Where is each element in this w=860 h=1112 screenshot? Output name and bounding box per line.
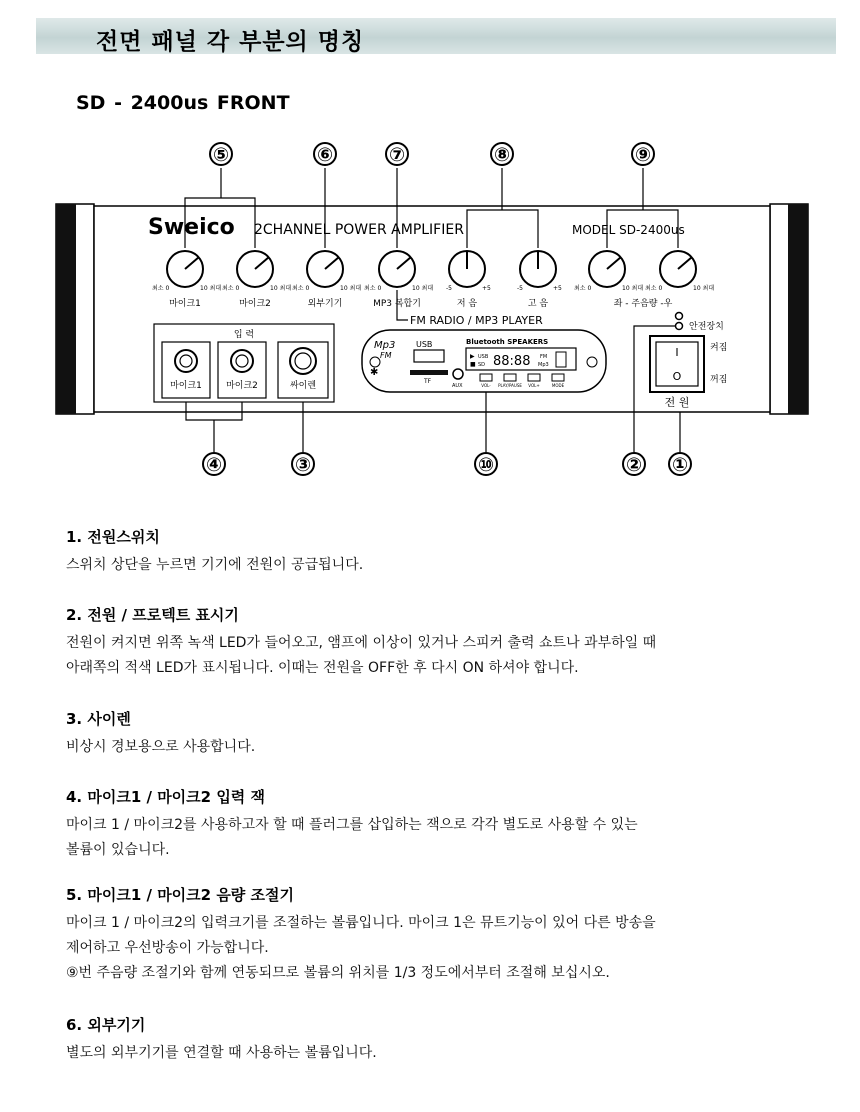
power-switch[interactable]: [650, 336, 704, 392]
callout-7: [386, 143, 408, 166]
knob-label: MP3 복합기: [373, 299, 421, 309]
svg-text:+5: +5: [482, 285, 491, 292]
svg-text:10 최대: 10 최대: [340, 285, 362, 292]
svg-text:10 최대: 10 최대: [412, 285, 434, 292]
svg-text:⑤: ⑤: [212, 144, 230, 166]
section-heading: 6. 외부기기: [66, 1016, 146, 1034]
svg-text:⑧: ⑧: [493, 144, 511, 166]
mp3-mode-button[interactable]: [552, 374, 565, 388]
svg-text:⑦: ⑦: [388, 144, 406, 166]
bluetooth-icon: ✱: [370, 367, 379, 378]
siren-button[interactable]: [278, 342, 328, 398]
svg-text:②: ②: [625, 454, 643, 476]
section-line: 스위치 상단을 누르면 기기에 전원이 공급됩니다.: [66, 557, 364, 573]
svg-text:싸이렌: 싸이렌: [289, 381, 317, 391]
knob-label: 마이크2: [239, 299, 271, 309]
svg-text:VOL+: VOL+: [528, 383, 540, 388]
svg-text:⑨: ⑨: [634, 144, 652, 166]
section-heading: 3. 사이렌: [66, 710, 131, 728]
svg-text:-5: -5: [446, 285, 452, 292]
usb-port[interactable]: [414, 350, 444, 362]
svg-text:⑥: ⑥: [316, 144, 334, 166]
aux-jack[interactable]: [453, 369, 463, 379]
svg-text:마이크2: 마이크2: [226, 381, 258, 391]
svg-text:VOL-: VOL-: [481, 383, 491, 388]
section-line: ⑨번 주음량 조절기와 함께 연동되므로 볼륨의 위치를 1/3 정도에서부터 조절해 보십시오.: [66, 965, 610, 981]
section-power-protect: [66, 604, 806, 681]
svg-text:AUX: AUX: [452, 383, 463, 389]
svg-text:10 최대: 10 최대: [270, 285, 292, 292]
svg-text:⑩: ⑩: [477, 454, 495, 476]
svg-text:FM: FM: [540, 354, 548, 360]
svg-text:10 최대: 10 최대: [200, 285, 222, 292]
svg-text:TF: TF: [424, 378, 432, 385]
display-digits: 88:88: [493, 354, 531, 369]
knob-label: 고 음: [527, 299, 549, 309]
mp3-player-module: [362, 330, 606, 392]
mp3-title: Bluetooth SPEAKERS: [466, 338, 549, 346]
master-volume-label: 좌 - 주음량 -우: [613, 299, 673, 309]
svg-text:10 최대: 10 최대: [622, 285, 644, 292]
svg-text:■: ■: [470, 361, 476, 368]
mp3-vol-up-button[interactable]: [528, 374, 540, 388]
knob-label: 마이크1: [169, 299, 201, 309]
svg-text:최소 0: 최소 0: [292, 285, 310, 292]
power-label: 전 원: [664, 396, 690, 409]
svg-text:▶: ▶: [470, 353, 475, 360]
brand-logo: Sweico: [148, 215, 235, 240]
svg-text:③: ③: [294, 454, 312, 476]
svg-text:최소 0: 최소 0: [364, 285, 382, 292]
svg-text:I: I: [675, 346, 679, 359]
callout-9: [632, 143, 654, 166]
svg-text:PLAY/PAUSE: PLAY/PAUSE: [498, 383, 522, 388]
section-heading: 5. 마이크1 / 마이크2 음량 조절기: [66, 886, 294, 904]
callout-4: [203, 453, 225, 476]
svg-text:-5: -5: [517, 285, 523, 292]
section-line: 전원이 켜지면 위쪽 녹색 LED가 들어오고, 앰프에 이상이 있거나 스피커 출력 쇼트나 과부하일 때: [66, 635, 657, 651]
section-line: 별도의 외부기기를 연결할 때 사용하는 볼륨입니다.: [66, 1045, 377, 1061]
svg-text:O: O: [672, 370, 682, 383]
svg-text:안전장치: 안전장치: [689, 322, 724, 332]
callout-10: [475, 453, 497, 476]
svg-text:마이크1: 마이크1: [170, 381, 202, 391]
page-title: 전면 패널 각 부분의 명칭: [96, 29, 365, 55]
model-title: SD - 2400us FRONT: [76, 92, 290, 114]
section-line: 볼륨이 있습니다.: [66, 842, 170, 858]
section-siren: [66, 708, 806, 760]
svg-text:①: ①: [671, 454, 689, 476]
callout-8: [491, 143, 513, 166]
svg-text:MODE: MODE: [551, 383, 565, 388]
svg-text:최소 0: 최소 0: [574, 285, 592, 292]
svg-text:최소 0: 최소 0: [222, 285, 240, 292]
section-mic-volume: [66, 884, 806, 986]
section-external: [66, 1014, 806, 1066]
callout-6: [314, 143, 336, 166]
svg-text:USB: USB: [416, 340, 433, 349]
callout-3: [292, 453, 314, 476]
section-line: 비상시 경보용으로 사용합니다.: [66, 739, 256, 755]
section-mic-input: [66, 786, 806, 863]
product-name: 2CHANNEL POWER AMPLIFIER: [254, 222, 464, 238]
svg-text:Mp3: Mp3: [538, 362, 549, 368]
jack-mic1[interactable]: [162, 342, 210, 398]
callout-5: [210, 143, 232, 166]
knob-label: 외부기기: [307, 299, 343, 309]
switch-on-label: 켜짐: [710, 343, 728, 353]
svg-text:FM: FM: [380, 351, 392, 360]
svg-text:④: ④: [205, 454, 223, 476]
section-power-switch: [66, 526, 806, 578]
svg-text:+5: +5: [553, 285, 562, 292]
section-heading: 4. 마이크1 / 마이크2 입력 잭: [66, 788, 266, 806]
svg-text:최소 0: 최소 0: [645, 285, 663, 292]
svg-text:10 최대: 10 최대: [693, 285, 715, 292]
front-panel-diagram: [0, 130, 860, 490]
svg-text:USB: USB: [478, 354, 489, 360]
section-line: 아래쪽의 적색 LED가 표시됩니다. 이때는 전원을 OFF한 후 다시 ON 하셔야 합니다.: [66, 660, 579, 676]
section-heading: 1. 전원스위치: [66, 528, 160, 546]
tf-slot[interactable]: [410, 370, 448, 375]
svg-text:SD: SD: [478, 362, 486, 368]
fm-radio-label: FM RADIO / MP3 PLAYER: [410, 314, 543, 327]
jack-mic2[interactable]: [218, 342, 266, 398]
section-line: 마이크 1 / 마이크2의 입력크기를 조절하는 볼륨입니다. 마이크 1은 뮤트기능이 있어 다른 방송을: [66, 915, 656, 931]
svg-text:최소 0: 최소 0: [152, 285, 170, 292]
callout-2: [623, 453, 645, 476]
knob-label: 저 음: [456, 299, 478, 309]
mp3-vol-down-button[interactable]: [480, 374, 492, 388]
callout-1: [669, 453, 691, 476]
model-name: MODEL SD-2400us: [572, 223, 685, 237]
section-heading: 2. 전원 / 프로텍트 표시기: [66, 606, 239, 624]
input-group-label: 입 력: [233, 330, 255, 340]
section-line: 마이크 1 / 마이크2를 사용하고자 할 때 플러그를 삽입하는 잭으로 각각 별도로 사용할 수 있는: [66, 817, 638, 833]
section-line: 제어하고 우선방송이 가능합니다.: [66, 940, 269, 956]
mp3-logo: Mp3: [374, 340, 396, 351]
switch-off-label: 꺼짐: [710, 375, 728, 385]
